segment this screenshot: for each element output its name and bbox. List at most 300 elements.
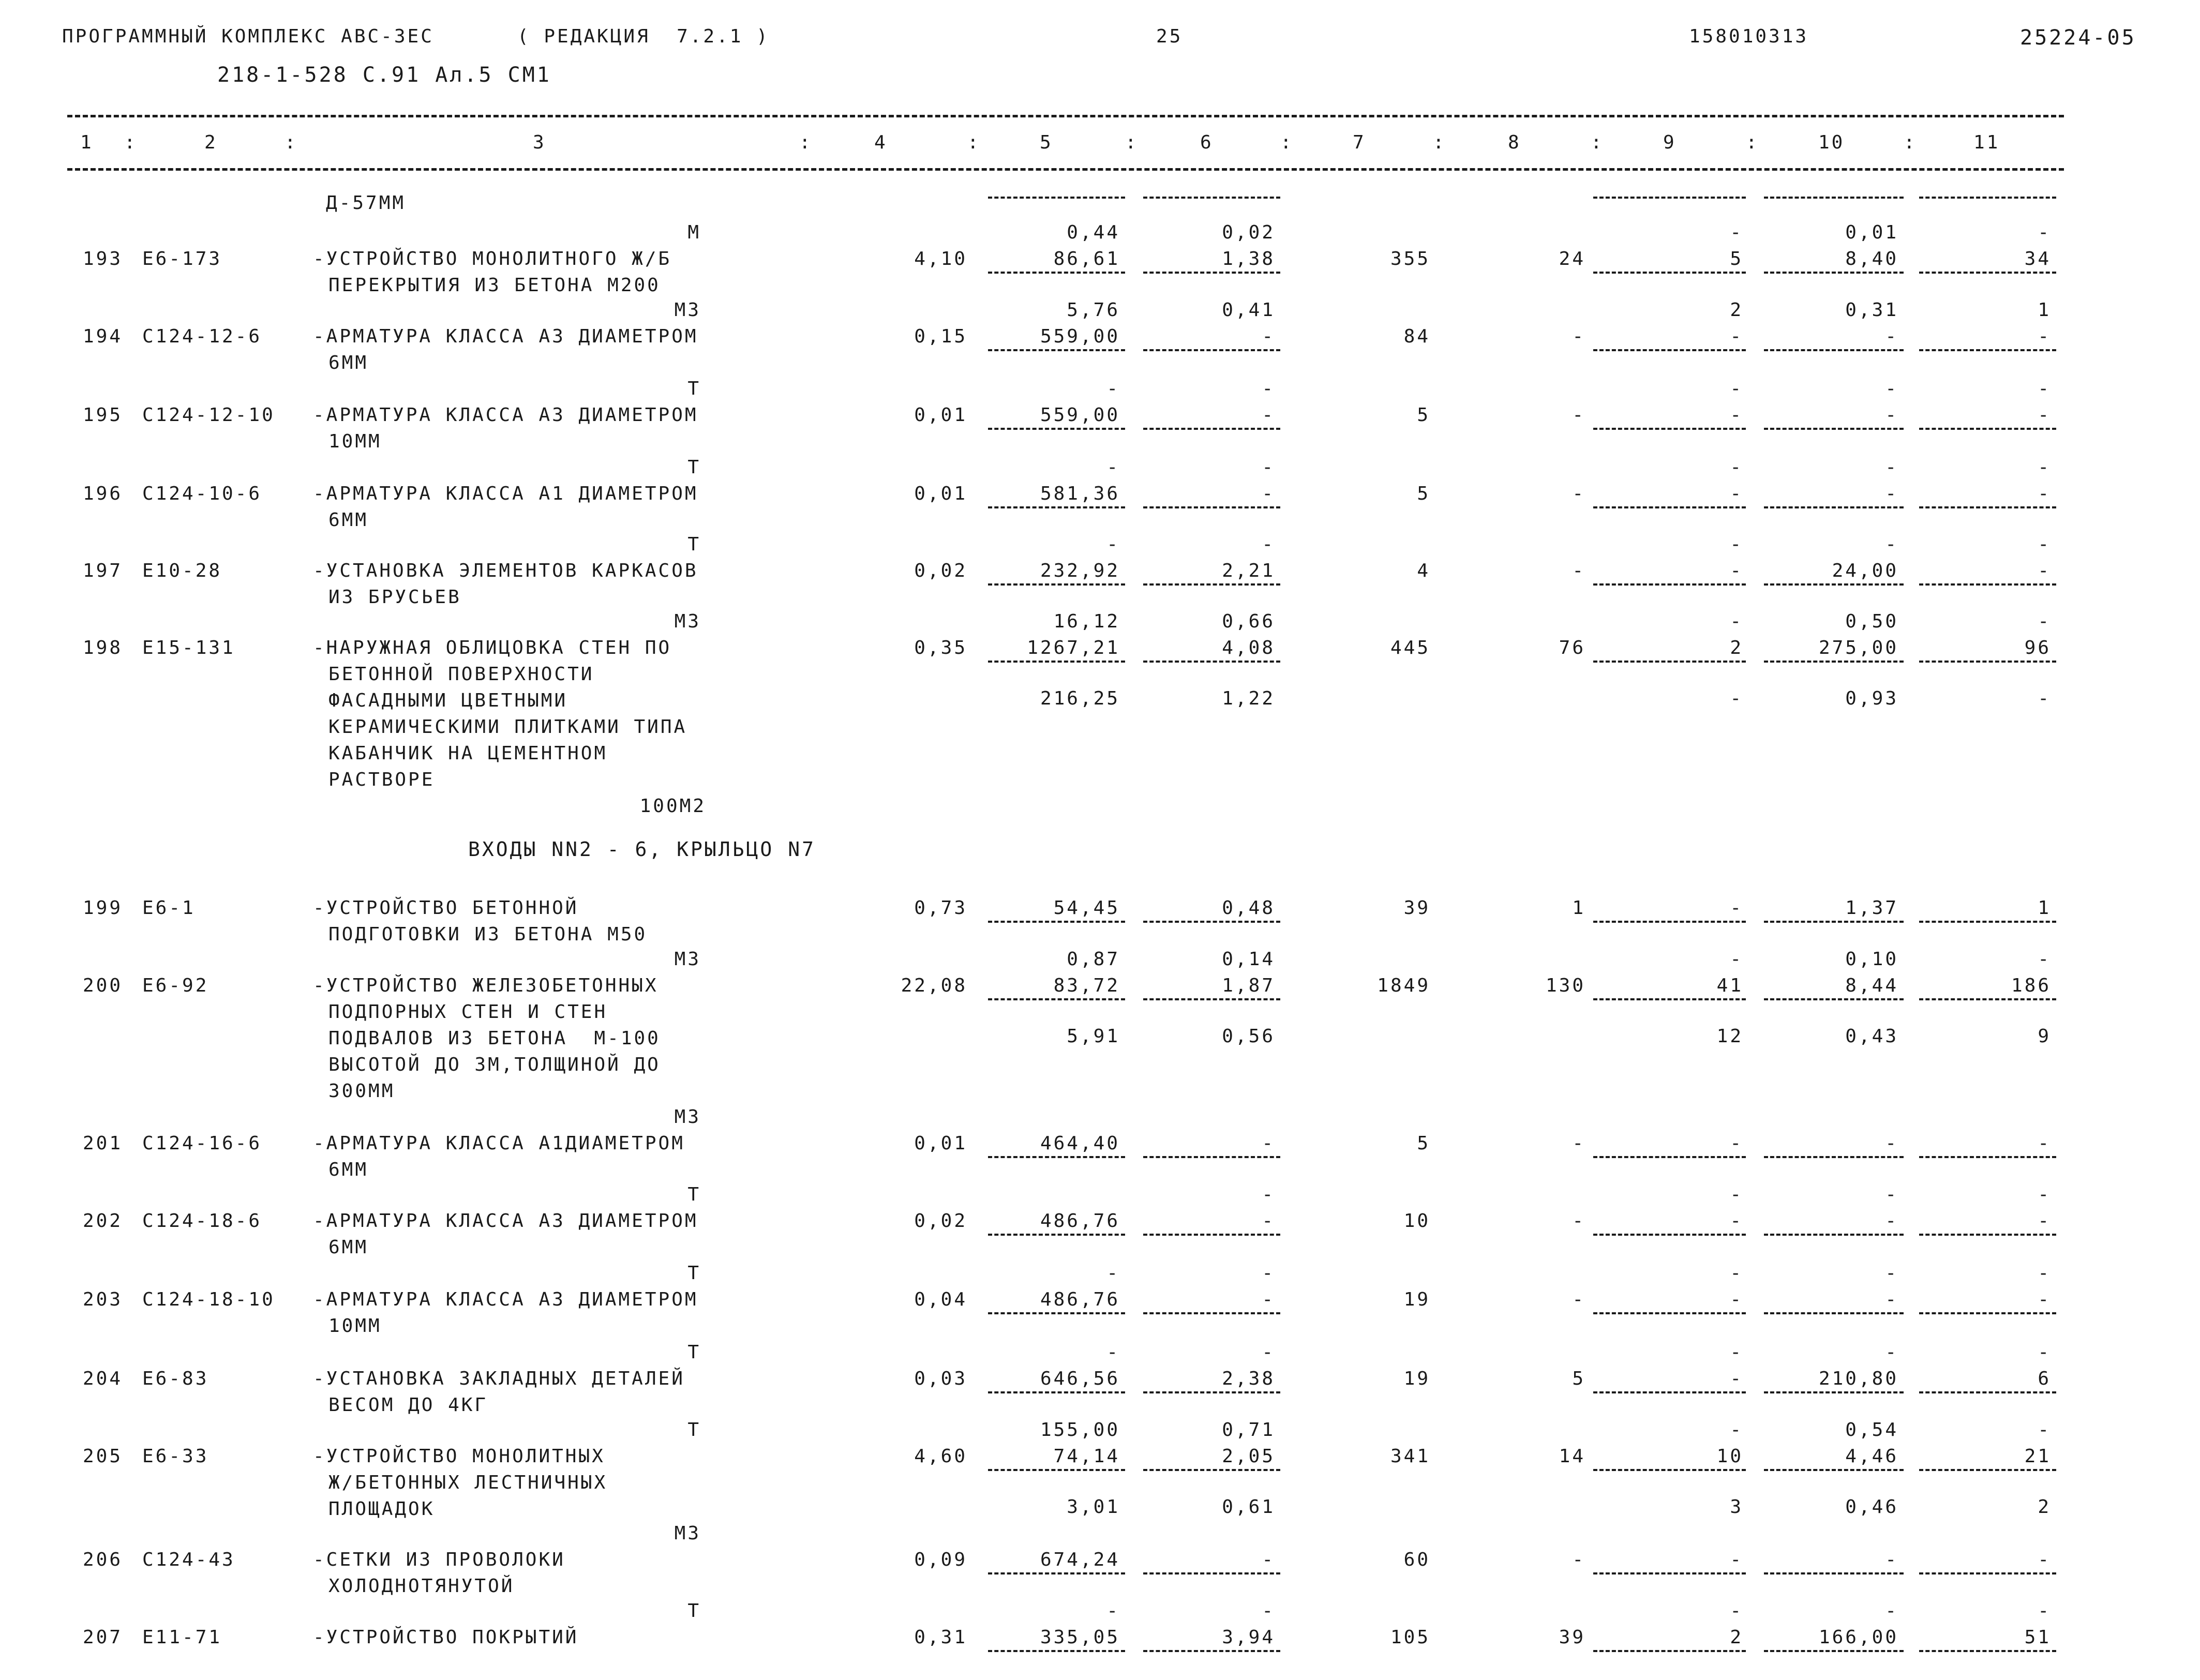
col-6: 6 — [1200, 132, 1214, 153]
row-number: 207 — [83, 1627, 123, 1648]
value-col6: 1,87 — [1222, 975, 1275, 996]
value-col10: 1,37 — [1845, 897, 1898, 919]
pre-value: - — [2038, 611, 2051, 632]
separator-line — [1593, 921, 1746, 923]
unit-price: 674,24 — [1040, 1549, 1120, 1570]
separator-line — [1919, 583, 2056, 586]
value-col9: - — [1730, 1289, 1743, 1310]
pre-value: 2 — [1730, 299, 1743, 321]
value-col9: - — [1730, 1549, 1743, 1570]
quantity: 0,02 — [914, 560, 967, 581]
quantity: 0,35 — [914, 637, 967, 658]
value-col6: 1,38 — [1222, 248, 1275, 269]
separator-line — [1764, 1391, 1904, 1393]
value-col7: 341 — [1390, 1446, 1430, 1467]
col-3: 3 — [533, 132, 546, 153]
pre-value: - — [2038, 378, 2051, 399]
value-col9: - — [1730, 1368, 1743, 1389]
row-description: 6ММ — [328, 509, 369, 531]
unit-price: 232,92 — [1040, 560, 1120, 581]
quantity: 0,31 — [914, 1627, 967, 1648]
page-number: 25 — [1156, 26, 1183, 47]
row-code: С124-12-10 — [142, 404, 275, 426]
row-code: Е6-173 — [142, 248, 222, 269]
pre-value: - — [1730, 457, 1743, 478]
value-col11: - — [2038, 1289, 2051, 1310]
pre-value: - — [1106, 457, 1120, 478]
program-title: ПРОГРАММНЫЙ КОМПЛЕКС АВС-3ЕС — [62, 26, 434, 47]
value-col6: 2,21 — [1222, 560, 1275, 581]
separator-line — [1143, 428, 1280, 430]
separator-line — [1593, 661, 1746, 663]
post-value: 0,56 — [1222, 1026, 1275, 1047]
separator-line — [1593, 1312, 1746, 1314]
col-1: 1 — [80, 132, 94, 153]
value-col11: - — [2038, 483, 2051, 504]
separator-line — [1764, 349, 1904, 351]
unit-of-measure: 100М2 — [639, 796, 706, 817]
pre-value: - — [1885, 534, 1898, 555]
separator-line — [1143, 506, 1280, 508]
document-number: 25224-05 — [2020, 26, 2136, 50]
value-col7: 60 — [1403, 1549, 1430, 1570]
value-col6: 2,38 — [1222, 1368, 1275, 1389]
separator-line — [1593, 1156, 1746, 1158]
separator-line — [1143, 272, 1280, 274]
separator-line — [1143, 1312, 1280, 1314]
col-2: 2 — [204, 132, 218, 153]
row-number: 204 — [83, 1368, 123, 1389]
value-col8: 76 — [1559, 637, 1585, 658]
value-col11: - — [2038, 326, 2051, 347]
row-description: -УСТРОЙСТВО МОНОЛИТНОГО Ж/Б — [313, 248, 672, 269]
unit-of-measure: Т — [687, 1184, 701, 1205]
quantity: 0,03 — [914, 1368, 967, 1389]
pre-value: - — [1885, 1342, 1898, 1363]
row-description: 6ММ — [328, 1237, 369, 1258]
value-col10: 8,40 — [1845, 248, 1898, 269]
separator-line — [1593, 1391, 1746, 1393]
value-col11: - — [2038, 1210, 2051, 1232]
separator-line — [1764, 661, 1904, 663]
post-value: 3 — [1730, 1496, 1743, 1518]
value-col9: - — [1730, 1133, 1743, 1154]
row-description: -УСТРОЙСТВО БЕТОННОЙ — [313, 897, 579, 919]
pre-value: - — [2038, 1263, 2051, 1284]
row-number: 201 — [83, 1133, 123, 1154]
unit-of-measure: Т — [687, 1419, 701, 1441]
post-value: 216,25 — [1040, 688, 1120, 709]
pre-value: - — [1885, 1600, 1898, 1622]
quantity: 22,08 — [901, 975, 967, 996]
row-number: 206 — [83, 1549, 123, 1570]
row-description: -УСТРОЙСТВО ПОКРЫТИЙ — [313, 1627, 579, 1648]
row-number: 196 — [83, 483, 123, 504]
pre-value: - — [2038, 222, 2051, 243]
value-col6: - — [1262, 1133, 1275, 1154]
separator-line — [1919, 1156, 2056, 1158]
pre-value: - — [1730, 949, 1743, 970]
value-col11: 51 — [2024, 1627, 2051, 1648]
value-col9: 2 — [1730, 1627, 1743, 1648]
pre-value: 0,50 — [1845, 611, 1898, 632]
value-col10: - — [1885, 483, 1898, 504]
post-value: 12 — [1716, 1026, 1743, 1047]
separator-line — [1919, 272, 2056, 274]
separator-line — [988, 1312, 1125, 1314]
row-number: 195 — [83, 404, 123, 426]
row-description: ПОДВАЛОВ ИЗ БЕТОНА М-100 — [328, 1028, 661, 1049]
value-col6: 4,08 — [1222, 637, 1275, 658]
pre-value: - — [1730, 1184, 1743, 1205]
separator-line — [1764, 998, 1904, 1000]
separator-line — [1593, 1469, 1746, 1471]
post-value: 9 — [2038, 1026, 2051, 1047]
value-col6: 0,48 — [1222, 897, 1275, 919]
value-col11: 1 — [2038, 897, 2051, 919]
row-description: РАСТВОРЕ — [328, 769, 435, 790]
row-description: БЕТОННОЙ ПОВЕРХНОСТИ — [328, 664, 594, 685]
row-code: Е11-71 — [142, 1627, 222, 1648]
separator-line — [1593, 428, 1746, 430]
value-col7: 39 — [1403, 897, 1430, 919]
value-col10: - — [1885, 1210, 1898, 1232]
row-number: 205 — [83, 1446, 123, 1467]
row-code: Е6-83 — [142, 1368, 209, 1389]
pre-value: - — [1730, 1263, 1743, 1284]
separator-line — [1764, 1572, 1904, 1574]
row-number: 200 — [83, 975, 123, 996]
pre-value: - — [1262, 1600, 1275, 1622]
separator-line — [1764, 506, 1904, 508]
separator-line — [1143, 1572, 1280, 1574]
value-col11: - — [2038, 1133, 2051, 1154]
row-description: -АРМАТУРА КЛАССА А3 ДИАМЕТРОМ — [313, 1210, 698, 1232]
row-description: ХОЛОДНОТЯНУТОЙ — [328, 1576, 515, 1597]
pre-value: 0,71 — [1222, 1419, 1275, 1441]
separator-line — [1593, 1234, 1746, 1236]
unit-of-measure: Т — [687, 534, 701, 555]
pre-value: 0,54 — [1845, 1419, 1898, 1441]
separator-line — [988, 272, 1125, 274]
value-col9: - — [1730, 483, 1743, 504]
header-rule-bottom — [67, 168, 2064, 171]
separator-line — [988, 1156, 1125, 1158]
quantity: 0,01 — [914, 1133, 967, 1154]
unit-of-measure: М3 — [674, 1523, 701, 1544]
separator-line — [988, 1572, 1125, 1574]
row-number: 193 — [83, 248, 123, 269]
separator-line — [1143, 1469, 1280, 1471]
separator-line — [988, 921, 1125, 923]
row-description: ИЗ БРУСЬЕВ — [328, 587, 461, 608]
print-code: 158010313 — [1689, 26, 1809, 47]
separator-line — [1143, 921, 1280, 923]
separator-line — [1143, 998, 1280, 1000]
pre-value: 5,76 — [1067, 299, 1120, 321]
separator-line — [1919, 661, 2056, 663]
pre-value: - — [1106, 1600, 1120, 1622]
unit-price: 486,76 — [1040, 1210, 1120, 1232]
value-col7: 5 — [1417, 1133, 1430, 1154]
row-description: -АРМАТУРА КЛАССА А3 ДИАМЕТРОМ — [313, 326, 698, 347]
value-col7: 445 — [1390, 637, 1430, 658]
pre-value: - — [1730, 534, 1743, 555]
row-description: -АРМАТУРА КЛАССА А3 ДИАМЕТРОМ — [313, 1289, 698, 1310]
pre-value: - — [1262, 1342, 1275, 1363]
quantity: 4,10 — [914, 248, 967, 269]
pre-value: - — [1106, 1263, 1120, 1284]
value-col8: - — [1572, 1549, 1585, 1570]
pre-value: - — [2038, 534, 2051, 555]
unit-price: 559,00 — [1040, 326, 1120, 347]
unit-price: 1267,21 — [1027, 637, 1120, 658]
separator-line — [1593, 197, 1746, 199]
row-description: 6ММ — [328, 352, 369, 373]
quantity: 0,01 — [914, 483, 967, 504]
column-header-row: 1 : 2 : 3 : 4 : 5 : 6 : 7 : 8 : 9 : 10 : 11 — [80, 132, 2000, 153]
value-col6: 3,94 — [1222, 1627, 1275, 1648]
pre-value: - — [1262, 534, 1275, 555]
pre-value: - — [1262, 1263, 1275, 1284]
pre-value: 0,44 — [1067, 222, 1120, 243]
row-number: 202 — [83, 1210, 123, 1232]
post-value: - — [2038, 688, 2051, 709]
separator-line — [1919, 1234, 2056, 1236]
row-description: -АРМАТУРА КЛАССА А3 ДИАМЕТРОМ — [313, 404, 698, 426]
value-col11: - — [2038, 560, 2051, 581]
separator-line — [1764, 921, 1904, 923]
separator-line — [988, 349, 1125, 351]
separator-line — [1764, 272, 1904, 274]
row-description: -УСТРОЙСТВО МОНОЛИТНЫХ — [313, 1446, 605, 1467]
value-col10: 24,00 — [1832, 560, 1898, 581]
value-col11: - — [2038, 1549, 2051, 1570]
value-col6: - — [1262, 404, 1275, 426]
value-col10: - — [1885, 326, 1898, 347]
unit-of-measure: М — [687, 222, 701, 243]
separator-line — [1593, 272, 1746, 274]
pre-value: 0,41 — [1222, 299, 1275, 321]
post-value: 5,91 — [1067, 1026, 1120, 1047]
value-col8: - — [1572, 1289, 1585, 1310]
col-7: 7 — [1353, 132, 1366, 153]
pre-value: - — [1262, 1184, 1275, 1205]
section-title: ВХОДЫ NN2 - 6, КРЫЛЬЦО N7 — [468, 838, 816, 861]
separator-line — [1919, 998, 2056, 1000]
row-description: -СЕТКИ ИЗ ПРОВОЛОКИ — [313, 1549, 565, 1570]
value-col9: - — [1730, 404, 1743, 426]
row-description: ПЕРЕКРЫТИЯ ИЗ БЕТОНА М200 — [328, 275, 661, 296]
pre-value: - — [2038, 1419, 2051, 1441]
col-9: 9 — [1663, 132, 1677, 153]
document-subtitle: 218-1-528 С.91 Ал.5 СМ1 — [217, 63, 551, 87]
quantity: 0,09 — [914, 1549, 967, 1570]
value-col8: - — [1572, 1210, 1585, 1232]
quantity: 0,01 — [914, 404, 967, 426]
value-col8: 24 — [1559, 248, 1585, 269]
pre-value: 0,10 — [1845, 949, 1898, 970]
value-col10: 8,44 — [1845, 975, 1898, 996]
unit-price: 464,40 — [1040, 1133, 1120, 1154]
pre-value: 16,12 — [1053, 611, 1120, 632]
pre-value: - — [1106, 534, 1120, 555]
pre-value: 0,14 — [1222, 949, 1275, 970]
unit-of-measure: Т — [687, 457, 701, 478]
row-description: ВЫСОТОЙ ДО 3М,ТОЛЩИНОЙ ДО — [328, 1054, 661, 1075]
separator-line — [1919, 921, 2056, 923]
pre-value: - — [1730, 222, 1743, 243]
value-col10: - — [1885, 1289, 1898, 1310]
row-description: ПОДПОРНЫХ СТЕН И СТЕН — [328, 1001, 608, 1023]
unit-price: 86,61 — [1053, 248, 1120, 269]
pre-value: - — [2038, 457, 2051, 478]
pre-value: - — [1730, 1600, 1743, 1622]
value-col8: 5 — [1572, 1368, 1585, 1389]
separator-line — [1919, 1469, 2056, 1471]
value-col9: - — [1730, 560, 1743, 581]
separator-line — [1593, 1572, 1746, 1574]
value-col8: - — [1572, 1133, 1585, 1154]
value-col9: 2 — [1730, 637, 1743, 658]
row-code: С124-12-6 — [142, 326, 262, 347]
unit-of-measure: М3 — [674, 949, 701, 970]
quantity: 0,04 — [914, 1289, 967, 1310]
post-value: 2 — [2038, 1496, 2051, 1518]
separator-line — [1919, 349, 2056, 351]
unit-of-measure: Т — [687, 1342, 701, 1363]
pre-value: - — [1262, 378, 1275, 399]
row-description: 6ММ — [328, 1159, 369, 1180]
pre-value: - — [2038, 1600, 2051, 1622]
pre-value: - — [1885, 378, 1898, 399]
pre-value: 0,02 — [1222, 222, 1275, 243]
value-col11: 6 — [2038, 1368, 2051, 1389]
post-value: 0,43 — [1845, 1026, 1898, 1047]
row-number: 199 — [83, 897, 123, 919]
separator-line — [1143, 1650, 1280, 1652]
value-col6: - — [1262, 1549, 1275, 1570]
col-11: 11 — [1973, 132, 2000, 153]
value-col8: 39 — [1559, 1627, 1585, 1648]
value-col7: 4 — [1417, 560, 1430, 581]
pre-value: 0,87 — [1067, 949, 1120, 970]
value-col10: 4,46 — [1845, 1446, 1898, 1467]
post-value: 0,61 — [1222, 1496, 1275, 1518]
value-col7: 1849 — [1377, 975, 1430, 996]
post-value: 3,01 — [1067, 1496, 1120, 1518]
value-col11: 34 — [2024, 248, 2051, 269]
row-description: -УСТАНОВКА ЗАКЛАДНЫХ ДЕТАЛЕЙ — [313, 1368, 685, 1389]
separator-line — [1764, 1650, 1904, 1652]
quantity: 0,02 — [914, 1210, 967, 1232]
row-description: -УСТАНОВКА ЭЛЕМЕНТОВ КАРКАСОВ — [313, 560, 698, 581]
unit-price: 559,00 — [1040, 404, 1120, 426]
value-col11: 21 — [2024, 1446, 2051, 1467]
value-col8: - — [1572, 483, 1585, 504]
separator-line — [1143, 583, 1280, 586]
value-col7: 84 — [1403, 326, 1430, 347]
row-number: 197 — [83, 560, 123, 581]
separator-line — [988, 197, 1125, 199]
unit-of-measure: М3 — [674, 1106, 701, 1128]
col-8: 8 — [1508, 132, 1521, 153]
edition: ( РЕДАКЦИЯ 7.2.1 ) — [517, 26, 770, 47]
row-description: -АРМАТУРА КЛАССА А1 ДИАМЕТРОМ — [313, 483, 698, 504]
separator-line — [1919, 1572, 2056, 1574]
value-col10: - — [1885, 1133, 1898, 1154]
pre-value: - — [1730, 1342, 1743, 1363]
col-4: 4 — [874, 132, 888, 153]
header-rule-top — [67, 115, 2064, 117]
separator-line — [1764, 197, 1904, 199]
value-col7: 105 — [1390, 1627, 1430, 1648]
value-col9: 5 — [1730, 248, 1743, 269]
value-col11: 186 — [2011, 975, 2051, 996]
separator-line — [1764, 1312, 1904, 1314]
pre-value: - — [1730, 1419, 1743, 1441]
separator-line — [988, 506, 1125, 508]
value-col7: 19 — [1403, 1289, 1430, 1310]
unit-of-measure: М3 — [674, 611, 701, 632]
unit-of-measure: М3 — [674, 299, 701, 321]
separator-line — [1143, 1234, 1280, 1236]
pre-value: - — [1106, 1342, 1120, 1363]
row-code: Е6-33 — [142, 1446, 209, 1467]
value-col9: 10 — [1716, 1446, 1743, 1467]
unit-price: 646,56 — [1040, 1368, 1120, 1389]
row-code: Е10-28 — [142, 560, 222, 581]
separator-line — [988, 1391, 1125, 1393]
value-col9: - — [1730, 897, 1743, 919]
value-col6: - — [1262, 1289, 1275, 1310]
separator-line — [988, 1234, 1125, 1236]
value-col7: 10 — [1403, 1210, 1430, 1232]
separator-line — [1593, 1650, 1746, 1652]
row-code: С124-43 — [142, 1549, 235, 1570]
value-col10: - — [1885, 1549, 1898, 1570]
post-value: 0,93 — [1845, 688, 1898, 709]
separator-line — [1764, 1234, 1904, 1236]
value-col6: - — [1262, 1210, 1275, 1232]
unit-price: 54,45 — [1053, 897, 1120, 919]
separator-line — [1919, 1312, 2056, 1314]
value-col8: - — [1572, 560, 1585, 581]
row-description: 300ММ — [328, 1081, 395, 1102]
value-col8: 14 — [1559, 1446, 1585, 1467]
separator-line — [988, 1650, 1125, 1652]
separator-line — [1593, 998, 1746, 1000]
unit-price: 581,36 — [1040, 483, 1120, 504]
row-code: С124-16-6 — [142, 1133, 262, 1154]
row-number: 198 — [83, 637, 123, 658]
value-col10: 275,00 — [1818, 637, 1898, 658]
row-description: ВЕСОМ ДО 4КГ — [328, 1394, 488, 1416]
separator-line — [1143, 1156, 1280, 1158]
separator-line — [1919, 197, 2056, 199]
unit-of-measure: Т — [687, 1600, 701, 1622]
separator-line — [1919, 428, 2056, 430]
value-col7: 19 — [1403, 1368, 1430, 1389]
separator-line — [1919, 1650, 2056, 1652]
separator-line — [1764, 1156, 1904, 1158]
value-col10: - — [1885, 404, 1898, 426]
quantity: 4,60 — [914, 1446, 967, 1467]
value-col8: 1 — [1572, 897, 1585, 919]
unit-price: 335,05 — [1040, 1627, 1120, 1648]
value-col9: 41 — [1716, 975, 1743, 996]
value-col7: 5 — [1417, 404, 1430, 426]
